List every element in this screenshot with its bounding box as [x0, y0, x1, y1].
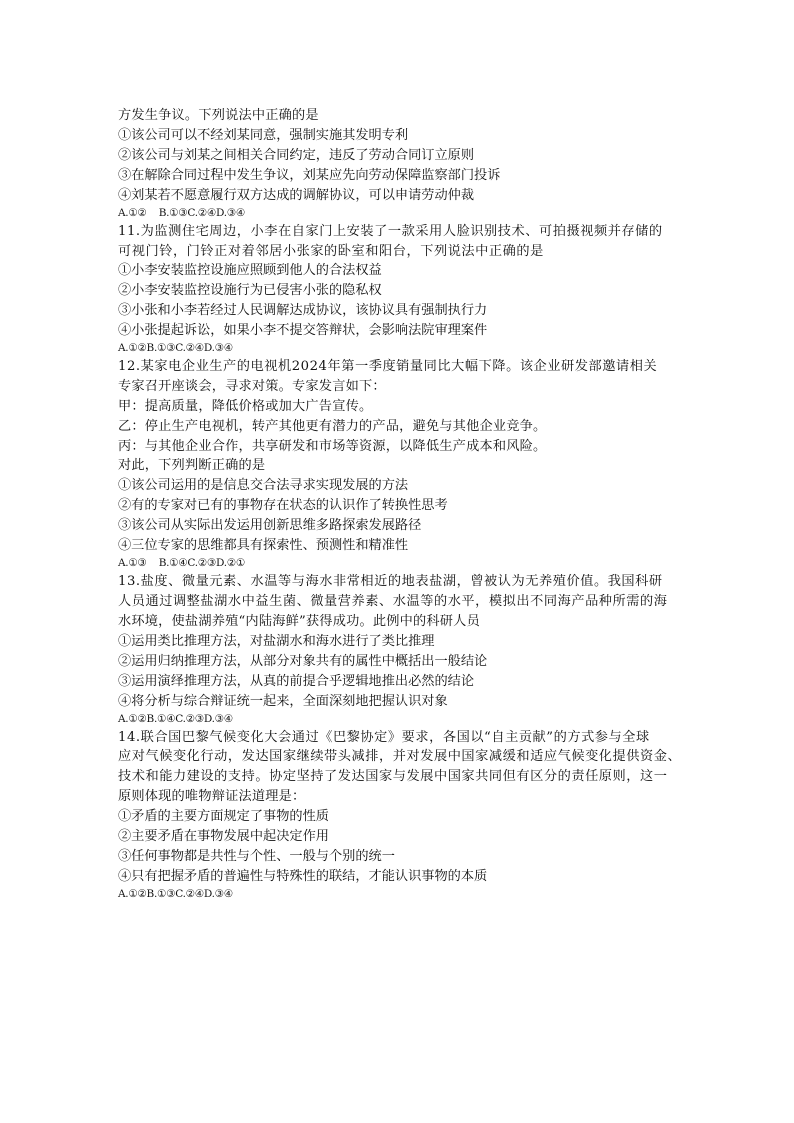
question-14	[118, 728, 680, 901]
option-3: ③任何事物都是共性与个性、一般与个别的统一	[118, 848, 395, 864]
option-1: ①该公司运用的是信息交合法寻求实现发展的方法	[118, 478, 409, 494]
question-stem-line: 14.联合国巴黎气候变化大会通过《巴黎协定》要求，各国以“自主贡献”的方式参与全球	[118, 729, 650, 745]
answer-choices: A.①②B.①③C.②④D.③④	[118, 887, 233, 900]
question-stem-line: 水环境，使盐湖养殖“内陆海鲜”获得成功。此例中的科研人员	[118, 613, 480, 629]
option-3: ③在解除合同过程中发生争议，刘某应先向劳动保障监察部门投诉	[118, 167, 501, 183]
question-13	[118, 572, 680, 725]
exam-page	[118, 106, 680, 903]
answer-choices: A.①② B.①③C.②④D.③④	[118, 206, 246, 219]
option-3: ③运用演绎推理方法，从真的前提合乎逻辑地推出必然的结论	[118, 673, 475, 689]
option-3: ③该公司从实际出发运用创新思维多路探索发展路径	[118, 518, 422, 534]
answer-choices: A.①②B.①④C.②③D.③④	[118, 712, 233, 725]
question-stem-line: 原则体现的唯物辩证法道理是：	[118, 788, 306, 804]
option-2: ②主要矛盾在事物发展中起决定作用	[118, 828, 329, 844]
option-1: ①矛盾的主要方面规定了事物的性质	[118, 808, 329, 824]
option-2: ②运用归纳推理方法，从部分对象共有的属性中概括出一般结论	[118, 653, 488, 669]
question-stem-line: 技术和能力建设的支持。协定坚持了发达国家与发展中国家共同但有区分的责任原则，这一	[118, 769, 668, 785]
option-3: ③小张和小李若经过人民调解达成协议，该协议具有强制执行力	[118, 303, 488, 319]
option-1: ①该公司可以不经刘某同意，强制实施其发明专利	[118, 127, 409, 143]
option-2: ②有的专家对已有的事物存在状态的认识作了转换性思考	[118, 498, 448, 514]
question-stem-line: 专家召开座谈会，寻求对策。专家发言如下：	[118, 379, 386, 395]
option-4: ④刘某若不愿意履行双方达成的调解协议，可以申请劳动仲裁	[118, 187, 475, 203]
question-stem-line: 丙：与其他企业合作，共享研发和市场等资源，以降低生产成本和风险。	[118, 438, 547, 454]
question-stem-line: 乙：停止生产电视机，转产其他更有潜力的产品，避免与其他企业竞争。	[118, 418, 547, 434]
option-1: ①小李安装监控设施应照顾到他人的合法权益	[118, 263, 382, 279]
option-4: ④将分析与综合辩证统一起来，全面深刻地把握认识对象	[118, 693, 448, 709]
question-stem-line: 甲：提高质量，降低价格或加大广告宣传。	[118, 398, 373, 414]
answer-choices: A.①②B.①③C.②④D.③④	[118, 342, 233, 355]
question-stem-line: 12.某家电企业生产的电视机2024年第一季度销量同比大幅下降。该企业研发部邀请相关	[118, 359, 658, 375]
question-stem-line: 应对气候变化行动，发达国家继续带头减排，并对发展中国家减缓和适应气候变化提供资金、	[118, 749, 682, 765]
question-12	[118, 357, 680, 570]
option-2: ②小李安装监控设施行为已侵害小张的隐私权	[118, 283, 382, 299]
question-stem-line: 可视门铃，门铃正对着邻居小张家的卧室和阳台，下列说法中正确的是	[118, 243, 544, 259]
question-stem-line: 13.盐度、微量元素、水温等与海水非常相近的地表盐湖，曾被认为无养殖价值。我国科研	[118, 574, 663, 590]
option-1: ①运用类比推理方法，对盐湖水和海水进行了类比推理	[118, 633, 435, 649]
question-stem-line: 11.为监测住宅周边，小李在自家门上安装了一款采用人脸识别技术、可拍摄视频并存储的	[118, 223, 663, 239]
option-4: ④只有把握矛盾的普遍性与特殊性的联结，才能认识事物的本质	[118, 868, 488, 884]
question-10-continued	[118, 106, 680, 220]
question-stem-line: 人员通过调整盐湖水中益生菌、微量营养素、水温等的水平，模拟出不同海产品种所需的海	[118, 593, 668, 609]
question-stem-line: 方发生争议。下列说法中正确的是	[118, 108, 319, 123]
question-11	[118, 222, 680, 356]
option-4: ④小张提起诉讼，如果小李不提交答辩状，会影响法院审理案件	[118, 323, 488, 339]
option-2: ②该公司与刘某之间相关合同约定，违反了劳动合同订立原则	[118, 147, 475, 163]
option-4: ④三位专家的思维都具有探索性、预测性和精准性	[118, 538, 409, 554]
question-stem-line: 对此，下列判断正确的是	[118, 458, 266, 474]
answer-choices: A.①③ B.①④C.②③D.②①	[118, 557, 246, 570]
